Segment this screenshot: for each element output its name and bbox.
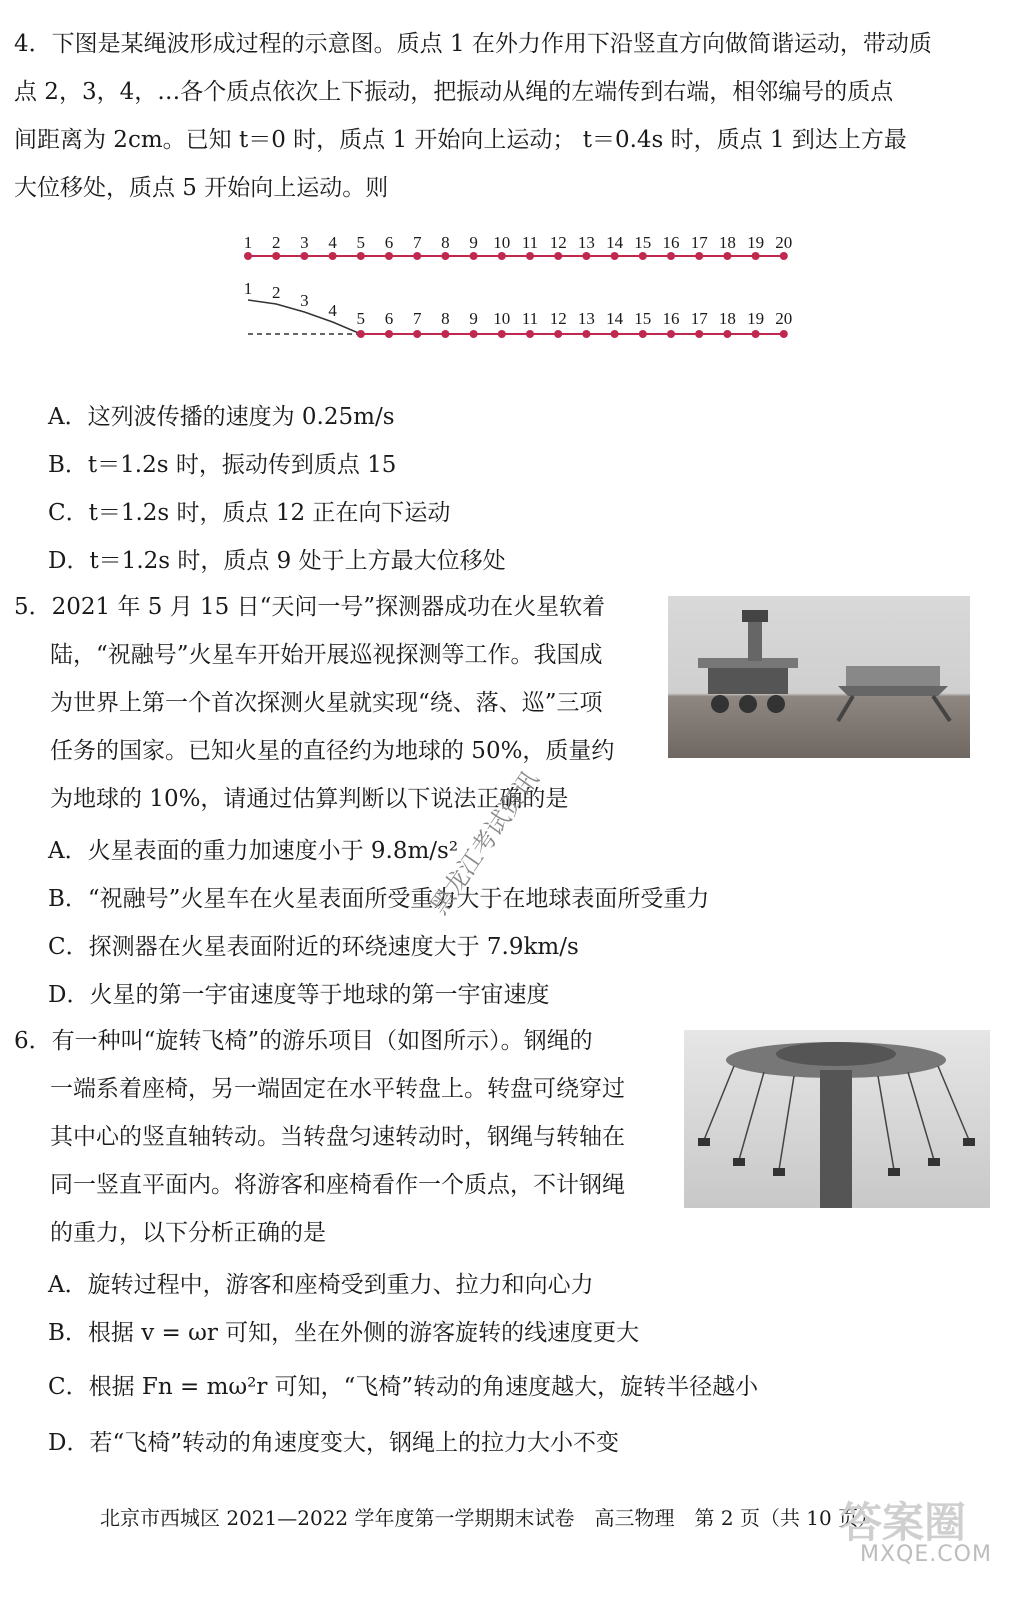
particle-dot-row1 [780,252,788,260]
particle-label-row2: 15 [634,309,652,328]
particle-label-row1: 18 [718,233,736,252]
particle-label-row1: 17 [690,233,708,252]
q6-line: 的重力，以下分析正确的是 [50,1220,326,1246]
particle-dot-row1 [554,252,562,260]
q4-option-b[interactable]: B．t＝1.2s 时，振动传到质点 15 [48,452,397,478]
particle-dot-row2 [582,330,590,338]
particle-label-row2: 7 [412,309,422,328]
particle-label-row2: 14 [606,309,624,328]
q5-option-d[interactable]: D．火星的第一宇宙速度等于地球的第一宇宙速度 [48,982,550,1008]
q5-option-b[interactable]: B．“祝融号”火星车在火星表面所受重力大于在地球表面所受重力 [48,886,710,912]
particle-label-row2: 8 [441,309,450,328]
watermark-text: 黑龙江考试资讯 [424,765,545,920]
q4-option-d[interactable]: D．t＝1.2s 时，质点 9 处于上方最大位移处 [48,548,506,574]
particle-dot-row2 [470,330,478,338]
particle-dot-row2 [357,330,365,338]
q5-line: 5．2021 年 5 月 15 日“天问一号”探测器成功在火星软着 [14,594,606,620]
particle-dot-row2 [639,330,647,338]
particle-label-row1: 10 [493,233,511,252]
q5-line: 为世界上第一个首次探测火星就实现“绕、落、巡”三项 [50,690,603,716]
particle-label-row2: 16 [662,309,680,328]
q4-line: 4．下图是某绳波形成过程的示意图。质点 1 在外力作用下沿竖直方向做简谐运动，带动质 [14,31,932,57]
q5-line: 为地球的 10%，请通过估算判断以下说法正确的是 [50,786,569,812]
swing-ride-photo [684,1030,990,1208]
particle-label-row1: 7 [412,233,422,252]
particle-label-row1: 13 [577,233,595,252]
particle-label-row1: 1 [243,233,253,252]
q6-option-b[interactable]: B．根据 v = ωr 可知，坐在外侧的游客旋转的线速度更大 [48,1320,640,1346]
q4-option-a[interactable]: A．这列波传播的速度为 0.25m/s [48,404,395,430]
particle-dot-row2 [723,330,731,338]
particle-label-row2: 3 [300,291,309,310]
particle-dot-row1 [329,252,337,260]
particle-dot-row2 [611,330,619,338]
particle-label-row2: 12 [549,309,567,328]
particle-dot-row2 [385,330,393,338]
particle-label-row1: 16 [662,233,680,252]
logo-url: MXQE.COM [860,1542,992,1567]
particle-label-row2: 19 [747,309,765,328]
particle-dot-row2 [554,330,562,338]
particle-dot-row1 [723,252,731,260]
particle-dot-row1 [667,252,675,260]
particle-dot-row2 [695,330,703,338]
q5-line: 陆，“祝融号”火星车开始开展巡视探测等工作。我国成 [50,642,603,668]
q6-line: 6．有一种叫“旋转飞椅”的游乐项目（如图所示）。钢绳的 [14,1028,593,1054]
particle-dot-row1 [413,252,421,260]
particle-label-row2: 4 [328,301,337,320]
particle-label-row1: 5 [356,233,366,252]
particle-label-row1: 11 [521,233,539,252]
particle-dot-row1 [272,252,280,260]
particle-dot-row2 [526,330,534,338]
particle-dot-row2 [498,330,506,338]
particle-dot-row1 [582,252,590,260]
q4-line: 大位移处，质点 5 开始向上运动。则 [14,175,389,201]
q6-option-d[interactable]: D．若“飞椅”转动的角速度变大，钢绳上的拉力大小不变 [48,1430,619,1456]
particle-label-row2: 6 [384,309,394,328]
particle-dot-row1 [441,252,449,260]
q5-option-a[interactable]: A．火星表面的重力加速度小于 9.8m/s² [48,838,459,864]
particle-label-row2: 5 [356,309,366,328]
question-4-stem [14,20,994,212]
q6-option-c[interactable]: C．根据 Fn = mω²r 可知，“飞椅”转动的角速度越大，旋转半径越小 [48,1374,759,1400]
particle-dot-row2 [441,330,449,338]
particle-dot-row1 [526,252,534,260]
question-6-stem [14,1017,674,1257]
particle-label-row1: 3 [300,233,309,252]
q5-line: 任务的国家。已知火星的直径约为地球的 50%，质量约 [50,738,615,764]
particle-dot-row2 [780,330,788,338]
particle-dot-row2 [413,330,421,338]
particle-label-row2: 13 [577,309,595,328]
particle-label-row1: 12 [549,233,567,252]
particle-label-row1: 6 [384,233,394,252]
watermark [420,620,680,920]
q6-line: 其中心的竖直轴转动。当转盘匀速转动时，钢绳与转轴在 [50,1124,625,1150]
particle-label-row1: 2 [271,233,281,252]
particle-label-row1: 4 [328,233,337,252]
particle-label-row2: 2 [271,283,281,302]
rover-lander-illustration [668,596,970,758]
particle-label-row1: 14 [606,233,624,252]
particle-dot-row1 [470,252,478,260]
particle-label-row2: 20 [775,309,793,328]
particle-dot-row1 [385,252,393,260]
swing-ride-illustration [684,1030,990,1208]
q6-line: 一端系着座椅，另一端固定在水平转盘上。转盘可绕穿过 [50,1076,625,1102]
particle-dot-row2 [667,330,675,338]
particle-dot-row1 [357,252,365,260]
rope-wave-diagram [230,222,810,352]
particle-label-row2: 1 [243,279,253,298]
particle-dot-row2 [752,330,760,338]
particle-label-row1: 9 [469,233,478,252]
page-footer: 北京市西城区 2021—2022 学年度第一学期期末试卷 高三物理 第 2 页（共 10 页） [100,1506,879,1530]
site-logo [840,1490,1020,1590]
particle-label-row2: 9 [469,309,478,328]
particle-dot-row1 [498,252,506,260]
q6-option-a[interactable]: A．旋转过程中，游客和座椅受到重力、拉力和向心力 [48,1272,594,1298]
mars-rover-photo [668,596,970,758]
particle-label-row2: 17 [690,309,708,328]
particle-dot-row1 [695,252,703,260]
particle-dot-row1 [244,252,252,260]
q4-option-c[interactable]: C．t＝1.2s 时，质点 12 正在向下运动 [48,500,451,526]
q4-line: 点 2，3，4，…各个质点依次上下振动，把振动从绳的左端传到右端，相邻编号的质点 [14,79,894,105]
particle-dot-row1 [611,252,619,260]
particle-label-row2: 11 [521,309,539,328]
particle-label-row1: 8 [441,233,450,252]
particle-label-row2: 10 [493,309,511,328]
q6-line: 同一竖直平面内。将游客和座椅看作一个质点，不计钢绳 [50,1172,625,1198]
q5-option-c[interactable]: C．探测器在火星表面附近的环绕速度大于 7.9km/s [48,934,579,960]
q4-line: 间距离为 2cm。已知 t＝0 时，质点 1 开始向上运动； t＝0.4s 时，质点 1 到达上方最 [14,127,907,153]
particle-dot-row1 [639,252,647,260]
particle-dot-row1 [300,252,308,260]
particle-dot-row1 [752,252,760,260]
logo-text: 答案圈 [840,1498,967,1547]
particle-label-row2: 18 [718,309,736,328]
particle-label-row1: 15 [634,233,652,252]
particle-label-row1: 19 [747,233,765,252]
particle-label-row1: 20 [775,233,793,252]
